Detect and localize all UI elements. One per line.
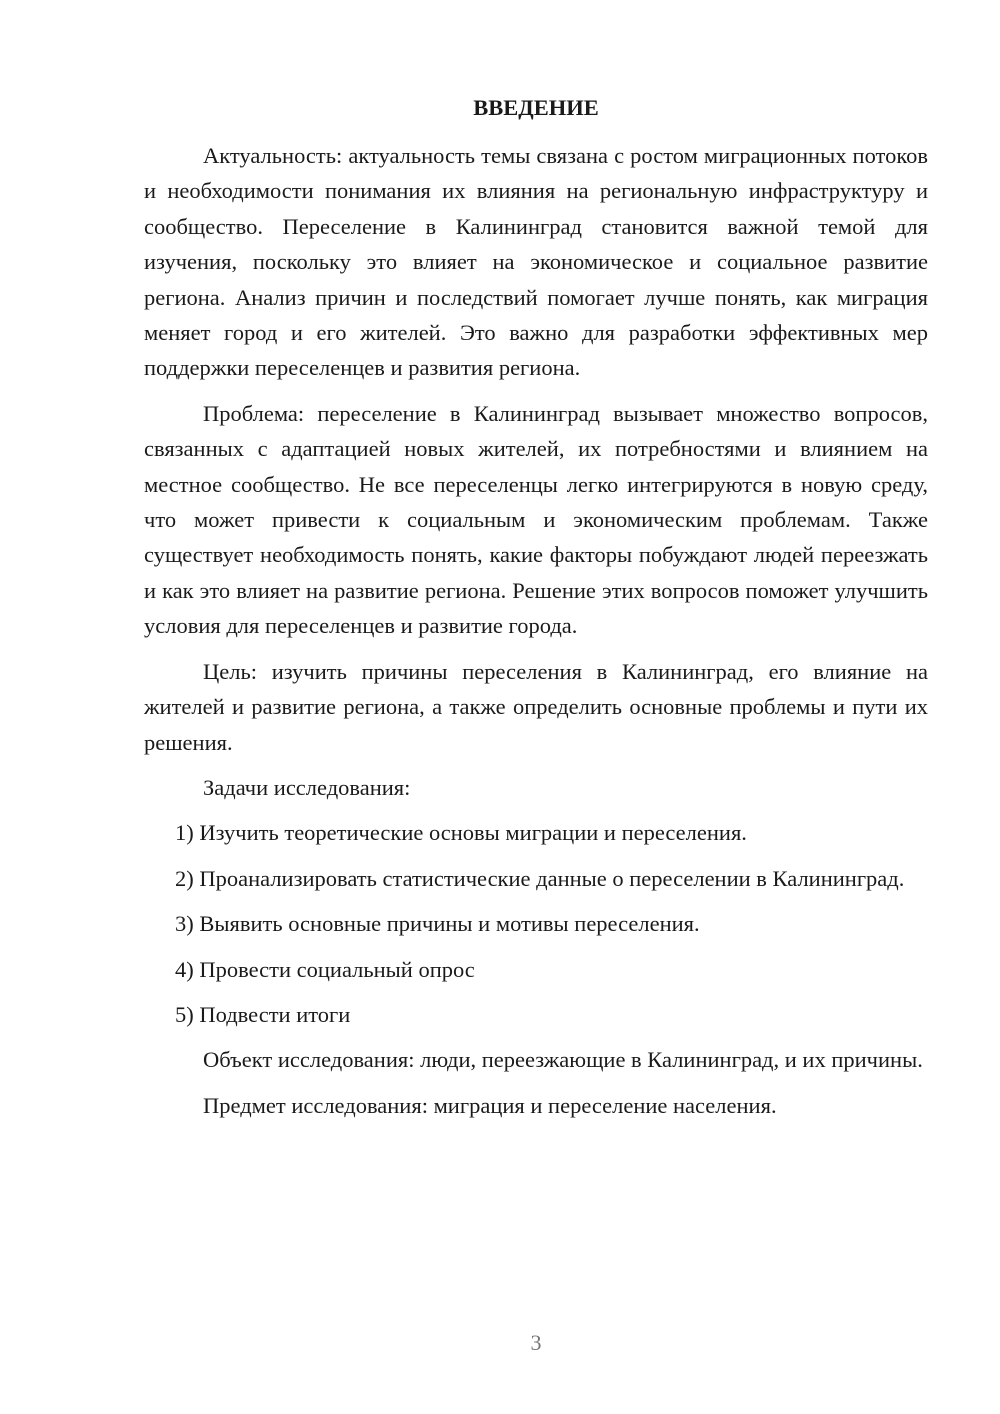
document-page bbox=[144, 88, 928, 1133]
paragraph-object: Объект исследования: люди, переезжающие в Калининград, и их причины. bbox=[203, 1047, 923, 1073]
paragraph-goal: Цель: изучить причины переселения в Калининград, его влияние на жителей и развитие региона, а также определить основные проблемы и пути их решения. bbox=[144, 658, 928, 755]
paragraph-relevance: Актуальность: актуальность темы связана с ростом миграционных потоков и необходимости понимания их влияния на региональную инфраструктуру и сообщество. Переселение в Калининград становится важной темой для изучения, поскольку это влияет на экономическое и социальное развитие региона. Анализ причин и последствий помогает лучше понять, как миграция меняет город и его жителей. Это важно для разработки эффективных мер поддержки переселенцев и развития региона. bbox=[144, 143, 928, 381]
task-item-1: 1) Изучить теоретические основы миграции и переселения. bbox=[175, 820, 747, 846]
page-number: 3 bbox=[530, 1330, 542, 1355]
page-title: ВВЕДЕНИЕ bbox=[473, 95, 599, 120]
tasks-heading: Задачи исследования: bbox=[203, 774, 411, 800]
task-item-2: 2) Проанализировать статистические данные о переселении в Калининград. bbox=[175, 865, 905, 891]
paragraph-subject: Предмет исследования: миграция и переселение населения. bbox=[203, 1092, 777, 1118]
paragraph-problem: Проблема: переселение в Калининград вызывает множество вопросов, связанных с адаптацией новых жителей, их потребностями и влиянием на местное сообщество. Не все переселенцы легко интегрируются в новую среду, что может привести к социальным и экономическим проблемам. Также существует необходимость понять, какие факторы побуждают людей переезжать и как это влияет на развитие региона. Решение этих вопросов поможет улучшить условия для переселенцев и развитие города. bbox=[144, 400, 928, 639]
task-item-5: 5) Подвести итоги bbox=[175, 1001, 351, 1027]
task-item-4: 4) Провести социальный опрос bbox=[175, 956, 475, 982]
task-item-3: 3) Выявить основные причины и мотивы переселения. bbox=[175, 911, 700, 937]
